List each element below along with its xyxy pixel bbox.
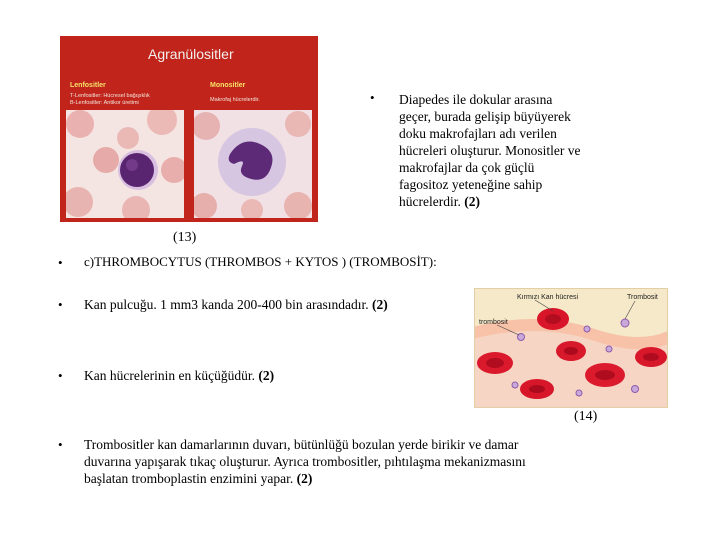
diapedes-last-line <box>399 193 639 210</box>
thrombocyte-figure <box>474 288 668 408</box>
reference-marker: (2) <box>258 368 275 383</box>
trombositler-line: Trombositler kan damarlarının duvarı, bütünlüğü bozulan yerde birikir ve damar <box>84 437 519 452</box>
reference-marker: (2) <box>371 297 388 312</box>
thrombocytus-heading: c)THROMBOCYTUS (THROMBOS + KYTOS ) (TROMBOSİT): <box>84 254 437 269</box>
diapedes-line: hücrelerdir. <box>399 194 461 209</box>
trombositler-line: başlatan tromboplastin enzimini yapar. <box>84 471 294 486</box>
bullet-marker: • <box>58 368 63 383</box>
platelet-label: Trombosit <box>627 294 658 301</box>
en-kucuk-text <box>84 367 274 384</box>
trombositler-line: duvarına yapışarak tıkaç oluşturur. Ayrıca trombositler, pıhtılaşma mekanizmasını <box>84 454 526 469</box>
kan-pulcugu-sentence: Kan pulcuğu. 1 mm3 kanda 200-400 bin arasındadır. <box>84 297 369 312</box>
figure-13-number: (13) <box>173 230 197 245</box>
trombositler-last-line <box>84 470 704 487</box>
reference-marker: (2) <box>296 471 313 486</box>
lymphocyte-line-2: B-Lenfositler: Antikor üretimi <box>70 100 139 106</box>
reference-marker: (2) <box>464 194 480 209</box>
diapedes-line: doku makrofajları adı verilen <box>399 126 557 141</box>
lymphocyte-micrograph <box>66 110 184 218</box>
diapedes-line: fagositoz yeteneğine sahip <box>399 177 543 192</box>
diapedes-line: geçer, burada gelişip büyüyerek <box>399 109 571 124</box>
monocyte-line-1: Makrofaj hücrelerdir. <box>210 97 260 103</box>
rbc-label: Kırmızı Kan hücresi <box>517 294 579 301</box>
diapedes-line: makrofajlar da çok güçlü <box>399 160 535 175</box>
bullet-marker: • <box>58 255 63 270</box>
bullet-marker: • <box>370 90 375 105</box>
thrombosit-label: trombosit <box>479 319 508 326</box>
en-kucuk-sentence: Kan hücrelerinin en küçüğüdür. <box>84 368 255 383</box>
lymphocyte-label: Lenfositler <box>70 82 106 89</box>
diapedes-line: Diapedes ile dokular arasına <box>399 92 553 107</box>
figure-14-number: (14) <box>574 409 598 424</box>
diapedes-paragraph <box>399 91 639 210</box>
lymphocyte-line-1: T-Lenfositler: Hücresel bağışıklık <box>70 93 150 99</box>
kan-pulcugu-text <box>84 296 388 313</box>
diapedes-line: hücreleri oluşturur. Monositler ve <box>399 143 581 158</box>
trombositler-paragraph <box>84 436 704 487</box>
figure-title: Agranülositler <box>148 46 234 62</box>
bullet-marker: • <box>58 437 63 452</box>
monocyte-micrograph <box>194 110 312 218</box>
bullet-marker: • <box>58 297 63 312</box>
agranulocytes-figure <box>60 36 318 222</box>
monocyte-label: Monositler <box>210 82 246 89</box>
